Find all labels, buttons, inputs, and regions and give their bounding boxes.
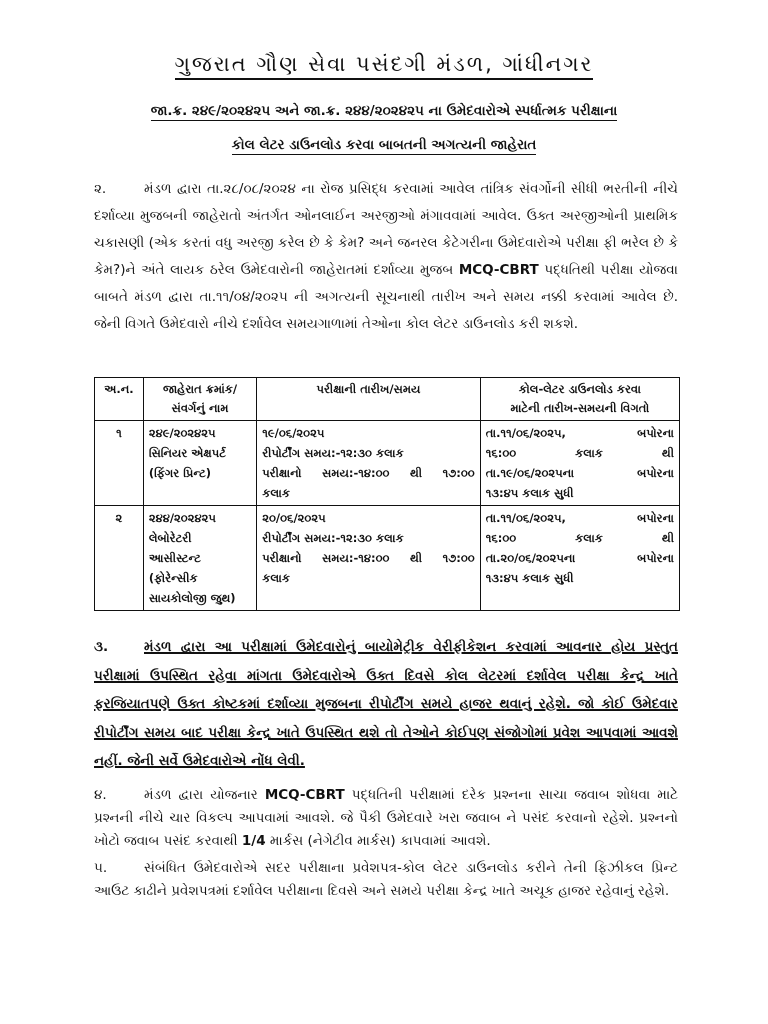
header-advertisement [143,378,256,421]
subtitle-text-2: કોલ લેટર ડાઉનલોડ કરવા બાબતની અગત્યની જાહેરાત [231,137,537,153]
adv-number: ૨૪૯/૨૦૨૪૨૫ [148,426,216,440]
post-name-line2: (ફિંગર પ્રિન્ટ) [148,466,212,480]
call-start-time: ૧૬:૦૦ કલાક થી [485,531,674,545]
adv-number: ૨૪૪/૨૦૨૪૨૫ [148,511,216,525]
paragraph-number: ૪. [94,787,107,803]
call-start-time: ૧૬:૦૦ કલાક થી [485,446,674,460]
exam-time-unit: કલાક [262,571,290,585]
method-term: MCQ-CBRT [264,787,345,803]
exam-time-unit: કલાક [262,486,290,500]
method-term: MCQ-CBRT [458,262,539,278]
reporting-time: રીપોર્ટીંગ સમય:-૧૨:૩૦ કલાક [262,531,404,545]
header-call-line1: કોલ-લેટર ડાઉનલોડ કરવા [518,382,641,396]
cell-advertisement [143,506,256,611]
cell-call-letter-window [480,421,679,506]
call-start-date: તા.૧૧/૦૬/૨૦૨૫, બપોરના [485,511,674,525]
cell-serial: ૧ [95,421,144,506]
table-row [95,506,680,611]
paragraph-4 [94,784,678,853]
cell-serial: ૨ [95,506,144,611]
cell-exam-date-time [257,506,480,611]
post-name-line4: સાયકોલોજી જુથ) [148,591,236,605]
cell-call-letter-window [480,506,679,611]
post-name-line1: લેબોરેટરી [148,531,192,545]
exam-date: ૨૦/૦૬/૨૦૨૫ [262,511,326,525]
header-adv-line2: સંવર્ગનું નામ [171,401,229,415]
table-header-row [95,378,680,421]
call-start-date: તા.૧૧/૦૬/૨૦૨૫, બપોરના [485,426,674,440]
table-row [95,421,680,506]
reporting-time: રીપોર્ટીંગ સમય:-૧૨:૩૦ કલાક [262,446,404,460]
post-name-line2: આસીસ્ટન્ટ [148,551,201,565]
notice-subtitle-line1 [0,103,768,119]
paragraph-text: મંડળ દ્વારા આ પરીક્ષામાં ઉમેદવારોનું બાયોમેટ્રીક વેરીફીકેશન કરવામાં આવનાર હોય પ્રસ્તુત પરીક્ષામાં ઉપસ્થિત રહેવા માંગતા ઉમેદવારોએ ઉક્ત દિવસે કોલ લેટરમાં દર્શાવેલ પરીક્ષા કેન્દ્ર ખાતે ફરજિયાતપણે ઉક્ત કોષ્ટકમાં દર્શાવ્યા મુજબના રીપોર્ટીંગ સમયે હાજર થવાનું રહેશે. જો કોઈ ઉમેદવાર રીપોર્ટીંગ સમય બાદ પરીક્ષા કેન્દ્ર ખાતે ઉપસ્થિત થશે તો તેઓને કોઈપણ સંજોગોમાં પ્રવેશ આપવામાં આવશે નહીં. જેની સર્વે ઉમેદવારોએ નોંધ લેવી. [94,639,678,769]
post-name-line1: સિનિયર એક્ષપર્ટ [148,446,226,460]
subtitle-text-1: જા.ક્ર. ૨૪૯/૨૦૨૪૨૫ અને જા.ક્ર. ૨૪૪/૨૦૨૪૨૫ ના ઉમેદવારોએ સ્પર્ધાત્મક પરીક્ષાના [150,103,618,119]
header-exam-date-time: પરીક્ષાની તારીખ/સમય [257,378,480,421]
call-end-date: તા.૧૯/૦૬/૨૦૨૫ના બપોરના [485,466,674,480]
call-end-date: તા.૨૦/૦૬/૨૦૨૫ના બપોરના [485,551,674,565]
header-adv-line1: જાહેરાત ક્રમાંક/ [162,382,238,396]
exam-date: ૧૯/૦૬/૨૦૨૫ [262,426,325,440]
cell-exam-date-time [257,421,480,506]
paragraph-number: ૨. [94,181,107,197]
exam-time: પરીક્ષાનો સમય:-૧૪:૦૦ થી ૧૭:૦૦ [262,466,475,480]
post-name-line3: (ફોરેન્સીક [148,571,198,585]
paragraph-text: સંબંધિત ઉમેદવારોએ સદર પરીક્ષાના પ્રવેશપત્ર-કોલ લેટર ડાઉનલોડ કરીને તેની ફિઝીકલ પ્રિન્ટ આઉટ કાઢીને પ્રવેશપત્રમાં દર્શાવેલ પરીક્ષાના દિવસે અને સમયે પરીક્ષા કેન્દ્ર ખાતે અચૂક હાજર રહેવાનું રહેશે. [94,860,678,899]
call-end-time: ૧૩:૪૫ કલાક સુધી [485,486,574,500]
exam-time: પરીક્ષાનો સમય:-૧૪:૦૦ થી ૧૭:૦૦ [262,551,475,565]
header-call-line2: માટેની તારીખ-સમયની વિગતો [510,401,650,415]
paragraph-2 [94,176,678,338]
paragraph-text-cont: પદ્ધતિની પરીક્ષામાં દરેક પ્રશ્નના સાચા જવાબ શોધવા માટે પ્રશ્નની નીચે ચાર વિકલ્પ આપવામાં આવશે. જે પૈકી ઉમેદવારે ખરા જવાબ ને પસંદ કરવાનો રહેશે. પ્રશ્નનો ખોટો જવાબ પસંદ કરવાથી [94,787,678,849]
paragraph-text: મંડળ દ્વારા તા.૨૮/૦૮/૨૦૨૪ ના રોજ પ્રસિદ્ધ કરવામાં આવેલ તાંત્રિક સંવર્ગોની સીધી ભરતીની નીચે દર્શાવ્યા મુજબની જાહેરાતો અંતર્ગત ઓનલાઈન અરજીઓ મંગાવવામાં આવેલ. ઉક્ત અરજીઓની પ્રાથમિક ચકાસણી (એક કરતાં વધુ અરજી કરેલ છે કે કેમ? અને જનરલ કેટેગરીના ઉમેદવારોએ પરીક્ષા ફી ભરેલ છે કે કેમ?)ને અંતે લાયક ઠરેલ ઉમેદવારોની જાહેરાતમાં દર્શાવ્યા મુજબ [94,181,678,278]
paragraph-5 [94,857,678,903]
header-call-letter [480,378,679,421]
call-end-time: ૧૩:૪૫ કલાક સુધી [485,571,574,585]
cell-advertisement [143,421,256,506]
paragraph-number: ૫. [94,860,108,876]
document-title [0,52,768,77]
paragraph-3 [94,633,678,776]
notice-subtitle-line2 [0,137,768,153]
header-serial: અ.ન. [95,378,144,421]
negative-mark-fraction: 1/4 [241,833,266,849]
paragraph-number: ૩. [94,639,109,655]
paragraph-text-cont: પદ્ધતિથી પરીક્ષા યોજવા બાબતે મંડળ દ્વારા તા.૧૧/૦૪/૨૦૨૫ ની અગત્યની સૂચનાથી તારીખ અને સમય નક્કી કરવામાં આવેલ છે. જેની વિગતે ઉમેદવારો નીચે દર્શાવેલ સમયગાળામાં તેઓના કોલ લેટર ડાઉનલોડ કરી શકશે. [94,262,678,332]
exam-schedule-table [94,377,680,611]
title-text: ગુજરાત ગૌણ સેવા પસંદગી મંડળ, ગાંધીનગર [175,52,594,80]
paragraph-text: મંડળ દ્વારા યોજનાર [144,787,265,803]
paragraph-text-end: માર્કસ (નેગેટીવ માર્કસ) કાપવામાં આવશે. [265,833,491,849]
paragraph-3-body [94,639,678,769]
